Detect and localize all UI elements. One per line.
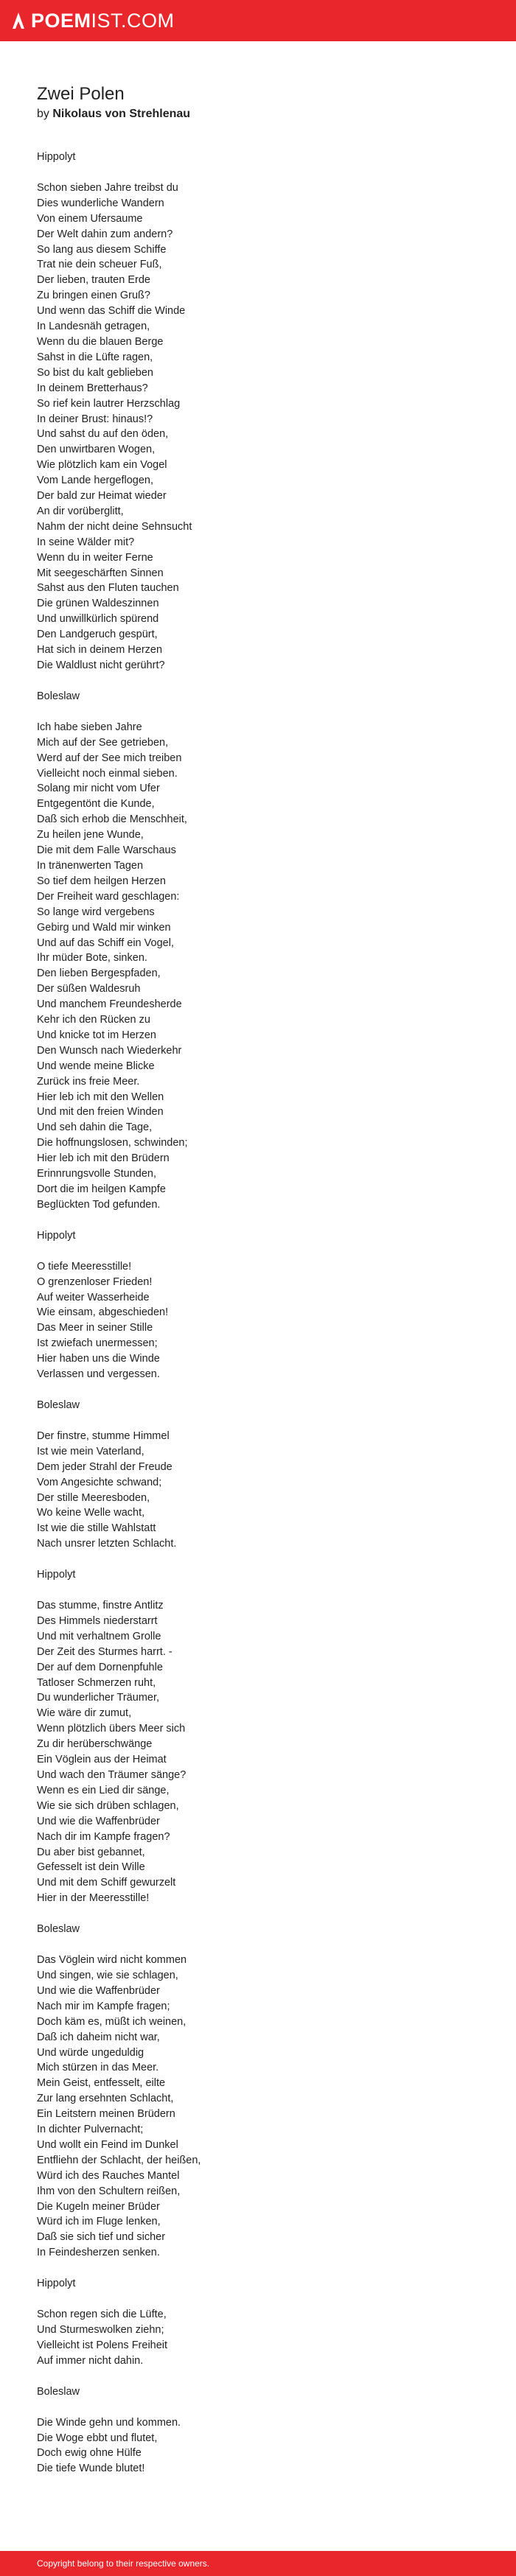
poem-line: Vielleicht noch einmal sieben. [37, 767, 178, 780]
poem-container [37, 83, 479, 2492]
poem-line: Das stumme, finstre Antlitz [37, 1600, 164, 1612]
poem-line: Gefesselt ist dein Wille [37, 1861, 145, 1874]
stanza [37, 181, 479, 673]
poem-line: Das Meer in seiner Stille [37, 1322, 153, 1334]
poem-body [37, 150, 479, 2477]
poem-line: Schon regen sich die Lüfte, [37, 2309, 167, 2321]
speaker-name [37, 689, 479, 704]
poem-line: Gebirg und Wald mir winken [37, 921, 171, 934]
stanza [37, 2415, 479, 2477]
poem-line: Ich habe sieben Jahre [37, 721, 142, 733]
poem-line: Dem jeder Strahl der Freude [37, 1460, 172, 1473]
poem-line: In Feindesherzen senken. [37, 2247, 160, 2259]
poem-line: Und knicke tot im Herzen [37, 1029, 156, 1041]
poem-line: Ein Vöglein aus der Heimat [37, 1754, 167, 1766]
poem-line: Entgegentönt die Kunde, [37, 798, 155, 811]
poem-line: Des Himmels niederstarrt [37, 1614, 158, 1627]
poem-line: Die Woge ebbt und flutet, [37, 2432, 158, 2444]
poem-line: Und mit den freien Winden [37, 1106, 164, 1119]
poem-line: Den Landgeruch gespürt, [37, 629, 158, 641]
poem-line: Und singen, wie sie schlagen, [37, 1969, 178, 1981]
poem-line: In seine Wälder mit? [37, 536, 135, 548]
poem-line: So lange wird vergebens [37, 906, 155, 918]
poem-line: Nach dir im Kampfe fragen? [37, 1830, 170, 1843]
poem-line: Der süßen Waldesruh [37, 983, 141, 995]
poem-line: Die Kugeln meiner Brüder [37, 2200, 160, 2213]
poem-line: Hier leb ich mit den Wellen [37, 1091, 164, 1103]
poem-line: Der Freiheit ward geschlagen: [37, 890, 180, 903]
poem-line: Daß ich daheim nicht war, [37, 2031, 160, 2043]
poem-line: Der stille Meeresboden, [37, 1491, 150, 1504]
poem-line: Zu bringen einen Gruß? [37, 290, 150, 302]
poem-line: In deinem Bretterhaus? [37, 382, 148, 394]
poem-line: Daß sie sich tief und sicher [37, 2231, 166, 2244]
poem-line: Der lieben, trauten Erde [37, 274, 150, 287]
stanza [37, 1259, 479, 1382]
poem-line: Vielleicht ist Polens Freiheit [37, 2339, 168, 2351]
by-label: by [37, 108, 49, 120]
poem-line: Und Sturmeswolken ziehn; [37, 2324, 164, 2336]
poem-line: Verlassen und vergessen. [37, 1368, 160, 1381]
poem-line: Und würde ungeduldig [37, 2046, 144, 2059]
poem-line: Die Waldlust nicht gerührt? [37, 659, 165, 671]
speaker-name [37, 1398, 479, 1413]
speaker-name [37, 1567, 479, 1583]
poem-line: Mein Geist, entfesselt, eilte [37, 2077, 166, 2090]
poem-line: Dort die im heilgen Kampfe [37, 1183, 166, 1195]
poem-line: Wenn du die blauen Berge [37, 335, 164, 348]
poem-line: Nahm der nicht deine Sehnsucht [37, 520, 192, 533]
poem-line: Ist wie mein Vaterland, [37, 1445, 144, 1457]
poem-line: Kehr ich den Rücken zu [37, 1014, 150, 1026]
poem-line: Erinnrungsvolle Stunden, [37, 1168, 157, 1180]
poem-line: Den unwirtbaren Wogen, [37, 444, 156, 456]
poem-line: Der Zeit des Sturmes harrt. - [37, 1645, 172, 1658]
poem-line: Ist zwiefach unermessen; [37, 1337, 158, 1350]
site-logo-link[interactable] [12, 10, 175, 32]
poem-line: Und wollt ein Feind im Dunkel [37, 2138, 178, 2151]
poem-line: So bist du kalt geblieben [37, 366, 153, 379]
logo-text-light: IST.COM [91, 10, 175, 32]
poem-line: Sahst in die Lüfte ragen, [37, 351, 153, 363]
poem-line: O grenzenloser Frieden! [37, 1275, 153, 1288]
poem-line: Und wende meine Blicke [37, 1060, 155, 1072]
poem-line: Daß sich erhob die Menschheit, [37, 813, 187, 826]
poem-line: Und wenn das Schiff die Winde [37, 305, 186, 318]
poem-line: In dichter Pulvernacht; [37, 2124, 144, 2136]
speaker-name [37, 2384, 479, 2400]
poem-line: Wenn plötzlich übers Meer sich [37, 1723, 186, 1735]
poem-line: So tief dem heilgen Herzen [37, 875, 166, 887]
site-header [0, 0, 516, 41]
speaker-name [37, 150, 479, 165]
poem-line: Zu heilen jene Wunde, [37, 829, 144, 841]
poem-line: Den Wunsch nach Wiederkehr [37, 1044, 182, 1057]
poem-line: Du wunderlicher Träumer, [37, 1692, 160, 1704]
poem-line: Trat nie dein scheuer Fuß, [37, 259, 162, 271]
speaker-label: Hippolyt [37, 151, 76, 163]
poem-line: In Landesnäh getragen, [37, 321, 150, 333]
poem-line: In tränenwerten Tagen [37, 859, 144, 872]
poem-line: Und mit verhaltnem Grolle [37, 1630, 161, 1642]
poem-line: An dir vorüberglitt, [37, 505, 124, 517]
stanza [37, 1598, 479, 1906]
stanza [37, 1953, 479, 2261]
poem-line: Die grünen Waldeszinnen [37, 598, 159, 610]
poem-line: Von einem Ufersaume [37, 212, 143, 225]
poem-line: Und auf das Schiff ein Vogel, [37, 937, 174, 949]
poem-line: Schon sieben Jahre treibst du [37, 181, 178, 194]
poem-line: Hier leb ich mit den Brüdern [37, 1152, 170, 1165]
logo-text-bold: POEM [31, 10, 91, 32]
speaker-label: Boleslaw [37, 2385, 80, 2398]
speaker-label: Hippolyt [37, 1229, 76, 1242]
poem-line: Entfliehn der Schlacht, der heißen, [37, 2154, 201, 2166]
poem-line: Würd ich im Fluge lenken, [37, 2216, 161, 2228]
poem-line: O tiefe Meeresstille! [37, 1260, 132, 1273]
poem-line: Vom Lande hergeflogen, [37, 475, 154, 487]
poem-line: Wie wäre dir zumut, [37, 1707, 132, 1720]
poem-line: Auf weiter Wasserheide [37, 1291, 150, 1303]
poem-line: Wie plötzlich kam ein Vogel [37, 459, 167, 472]
stanza [37, 720, 479, 1213]
poem-line: Hier haben uns die Winde [37, 1353, 160, 1365]
speaker-label: Boleslaw [37, 1399, 80, 1411]
poem-line: Der Welt dahin zum andern? [37, 228, 173, 240]
poem-line: Nach unsrer letzten Schlacht. [37, 1538, 177, 1550]
speaker-name [37, 1228, 479, 1244]
logo-text [31, 10, 175, 32]
poem-line: Wo keine Welle wacht, [37, 1507, 145, 1519]
poem-line: Mich stürzen in das Meer. [37, 2062, 159, 2074]
poem-line: Die mit dem Falle Warschaus [37, 844, 176, 857]
speaker-name [37, 2276, 479, 2292]
poem-line: Wie sie sich drüben schlagen, [37, 1799, 179, 1812]
poem-line: Ein Leitstern meinen Brüdern [37, 2108, 175, 2121]
speaker-label: Hippolyt [37, 2278, 76, 2290]
poem-line: Den lieben Bergespfaden, [37, 967, 161, 980]
poem-line: Und manchem Freundesherde [37, 998, 182, 1011]
poem-byline [37, 106, 479, 122]
poem-line: Ihm von den Schultern reißen, [37, 2185, 181, 2197]
poem-line: Auf immer nicht dahin. [37, 2354, 144, 2367]
poem-line: Doch ewig ohne Hülfe [37, 2447, 142, 2460]
poem-line: Mich auf der See getrieben, [37, 736, 169, 749]
poem-line: Wenn du in weiter Ferne [37, 551, 153, 564]
speaker-label: Boleslaw [37, 690, 80, 702]
poem-line: Und wach den Träumer sänge? [37, 1769, 186, 1781]
poem-line: Und wie die Waffenbrüder [37, 1815, 160, 1827]
poem-line: So rief kein lautrer Herzschlag [37, 397, 181, 410]
site-footer [0, 2551, 516, 2576]
poem-line: Wie einsam, abgeschieden! [37, 1306, 169, 1319]
speaker-label: Hippolyt [37, 1569, 76, 1581]
poem-line: Tatloser Schmerzen ruht, [37, 1676, 156, 1689]
poem-title: Zwei Polen [37, 84, 125, 104]
author-name[interactable]: Nikolaus von Strehlenau [52, 108, 191, 120]
poem-line: Das Vöglein wird nicht kommen [37, 1954, 187, 1967]
poem-line: Mit seegeschärften Sinnen [37, 567, 164, 579]
poem-line: So lang aus diesem Schiffe [37, 243, 167, 256]
poem-line: Und wie die Waffenbrüder [37, 1984, 160, 1997]
poem-line: In deiner Brust: hinaus!? [37, 413, 153, 425]
poem-line: Du aber bist gebannet, [37, 1846, 145, 1858]
poem-line: Würd ich des Rauches Mantel [37, 2169, 180, 2182]
poem-line: Hat sich in deinem Herzen [37, 644, 163, 657]
poem-line: Die hoffnungslosen, schwinden; [37, 1137, 188, 1149]
poem-line: Die Winde gehn und kommen. [37, 2416, 181, 2429]
poem-line: Ihr müder Bote, sinken. [37, 952, 147, 965]
poem-line: Wenn es ein Lied dir sänge, [37, 1784, 170, 1796]
poem-line: Zu dir herüberschwänge [37, 1738, 153, 1751]
poem-line: Der auf dem Dornenpfuhle [37, 1661, 163, 1673]
poem-line: Der finstre, stumme Himmel [37, 1429, 170, 1442]
poem-line: Zurück ins freie Meer. [37, 1075, 140, 1088]
pencil-icon [12, 11, 25, 30]
poem-line: Beglückten Tod gefunden. [37, 1198, 161, 1211]
poem-line: Und mit dem Schiff gewurzelt [37, 1877, 176, 1889]
poem-line: Werd auf der See mich treiben [37, 752, 182, 764]
poem-line: Solang mir nicht vom Ufer [37, 783, 160, 795]
speaker-name [37, 1922, 479, 1937]
speaker-label: Boleslaw [37, 1923, 80, 1936]
poem-line: Ist wie die stille Wahlstatt [37, 1522, 156, 1535]
poem-line: Und sahst du auf den öden, [37, 428, 169, 441]
poem-line: Zur lang ersehnten Schlacht, [37, 2093, 174, 2105]
copyright-text: Copyright belong to their respective owners. [37, 2558, 210, 2569]
poem-line: Sahst aus den Fluten tauchen [37, 582, 179, 595]
poem-line: Hier in der Meeresstille! [37, 1892, 150, 1905]
stanza [37, 1429, 479, 1552]
poem-line: Nach mir im Kampfe fragen; [37, 2000, 170, 2012]
poem-line: Dies wunderliche Wandern [37, 197, 164, 209]
poem-line: Der bald zur Heimat wieder [37, 490, 167, 503]
poem-line: Und seh dahin die Tage, [37, 1121, 153, 1134]
poem-line: Doch käm es, müßt ich weinen, [37, 2015, 186, 2028]
poem-line: Und unwillkürlich spürend [37, 613, 159, 626]
stanza [37, 2307, 479, 2369]
poem-line: Die tiefe Wunde blutet! [37, 2463, 145, 2475]
poem-line: Vom Angesichte schwand; [37, 1476, 162, 1488]
